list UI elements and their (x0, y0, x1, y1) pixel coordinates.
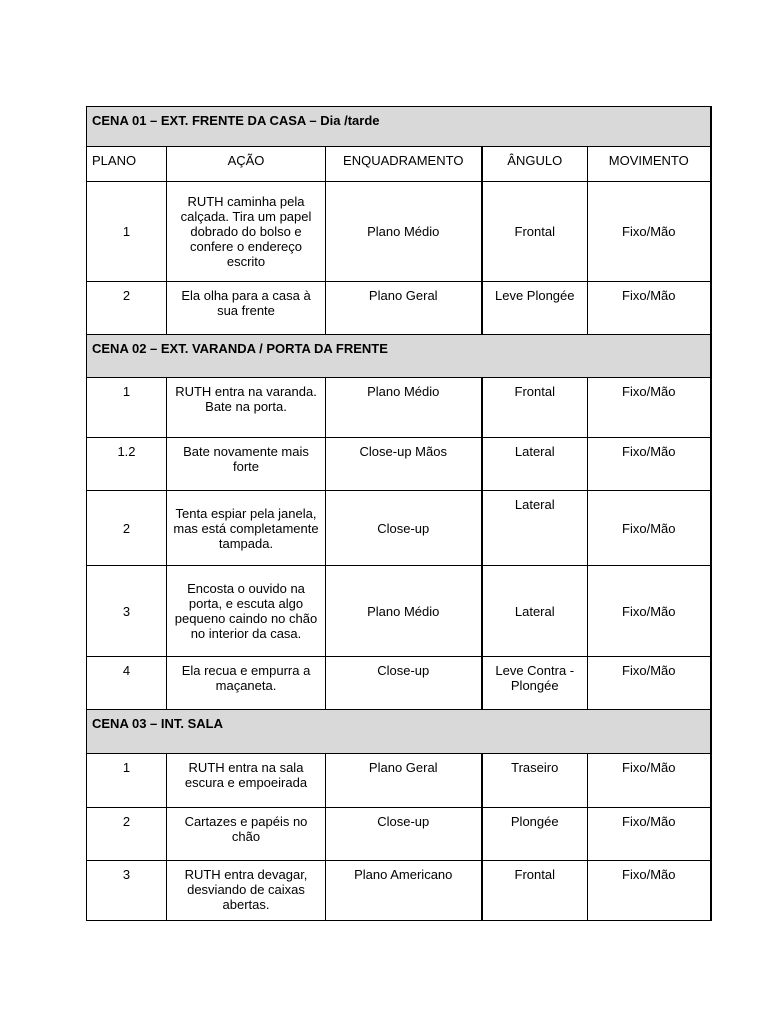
scene-title: CENA 02 – EXT. VARANDA / PORTA DA FRENTE (87, 335, 711, 378)
shot-movimento: Fixo/Mão (588, 566, 711, 657)
column-header-enquadramento: ENQUADRAMENTO (326, 147, 482, 182)
shot-acao: RUTH entra na sala escura e empoeirada (167, 754, 326, 808)
shot-acao: Encosta o ouvido na porta, e escuta algo pequeno caindo no chão no interior da casa. (167, 566, 326, 657)
shot-angulo: Frontal (482, 378, 588, 438)
shot-plano: 2 (87, 282, 167, 335)
shot-plano: 3 (87, 566, 167, 657)
shot-acao: RUTH entra devagar, desviando de caixas abertas. (167, 861, 326, 921)
shot-angulo: Lateral (482, 491, 588, 566)
scene-title: CENA 03 – INT. SALA (87, 710, 711, 754)
shot-enquadramento: Plano Americano (326, 861, 482, 921)
column-header-movimento: MOVIMENTO (588, 147, 711, 182)
shot-acao: RUTH caminha pela calçada. Tira um papel dobrado do bolso e confere o endereço escrito (167, 182, 326, 282)
column-header-angulo: ÂNGULO (482, 147, 588, 182)
shot-enquadramento: Close-up (326, 808, 482, 861)
shot-angulo: Lateral (482, 438, 588, 491)
shot-enquadramento: Close-up Mãos (326, 438, 482, 491)
shot-angulo: Leve Contra - Plongée (482, 657, 588, 710)
column-header-row (87, 147, 711, 182)
shot-plano: 2 (87, 491, 167, 566)
shot-angulo: Frontal (482, 861, 588, 921)
shot-enquadramento: Plano Médio (326, 378, 482, 438)
shot-row (87, 182, 711, 282)
shot-list-table (86, 106, 712, 921)
shot-movimento: Fixo/Mão (588, 491, 711, 566)
shot-plano: 1 (87, 182, 167, 282)
shot-acao: Bate novamente mais forte (167, 438, 326, 491)
shot-acao: Ela recua e empurra a maçaneta. (167, 657, 326, 710)
shot-acao: Cartazes e papéis no chão (167, 808, 326, 861)
shot-plano: 3 (87, 861, 167, 921)
scene-title: CENA 01 – EXT. FRENTE DA CASA – Dia /tarde (87, 107, 711, 147)
shot-enquadramento: Plano Médio (326, 182, 482, 282)
shot-movimento: Fixo/Mão (588, 182, 711, 282)
shot-movimento: Fixo/Mão (588, 438, 711, 491)
shot-enquadramento: Plano Médio (326, 566, 482, 657)
shot-row (87, 491, 711, 566)
shot-angulo: Frontal (482, 182, 588, 282)
shot-row (87, 378, 711, 438)
shot-movimento: Fixo/Mão (588, 657, 711, 710)
shot-movimento: Fixo/Mão (588, 861, 711, 921)
shot-angulo: Leve Plongée (482, 282, 588, 335)
shot-movimento: Fixo/Mão (588, 754, 711, 808)
shot-row (87, 282, 711, 335)
shot-enquadramento: Close-up (326, 657, 482, 710)
shot-plano: 4 (87, 657, 167, 710)
shot-enquadramento: Plano Geral (326, 282, 482, 335)
shot-angulo: Plongée (482, 808, 588, 861)
shot-row (87, 754, 711, 808)
column-header-plano: PLANO (87, 147, 167, 182)
shot-row (87, 861, 711, 921)
shot-movimento: Fixo/Mão (588, 808, 711, 861)
column-header-acao: AÇÃO (167, 147, 326, 182)
shot-row (87, 808, 711, 861)
shot-acao: Ela olha para a casa à sua frente (167, 282, 326, 335)
shot-plano: 1 (87, 754, 167, 808)
shot-plano: 2 (87, 808, 167, 861)
shot-enquadramento: Close-up (326, 491, 482, 566)
shot-row (87, 438, 711, 491)
shot-acao: RUTH entra na varanda. Bate na porta. (167, 378, 326, 438)
scene-header-row (87, 107, 711, 147)
scene-header-row (87, 710, 711, 754)
shot-row (87, 657, 711, 710)
shot-enquadramento: Plano Geral (326, 754, 482, 808)
shot-angulo: Traseiro (482, 754, 588, 808)
shot-plano: 1 (87, 378, 167, 438)
shot-plano: 1.2 (87, 438, 167, 491)
shot-acao: Tenta espiar pela janela, mas está completamente tampada. (167, 491, 326, 566)
shot-movimento: Fixo/Mão (588, 378, 711, 438)
scene-header-row (87, 335, 711, 378)
shot-angulo: Lateral (482, 566, 588, 657)
shot-movimento: Fixo/Mão (588, 282, 711, 335)
shot-row (87, 566, 711, 657)
